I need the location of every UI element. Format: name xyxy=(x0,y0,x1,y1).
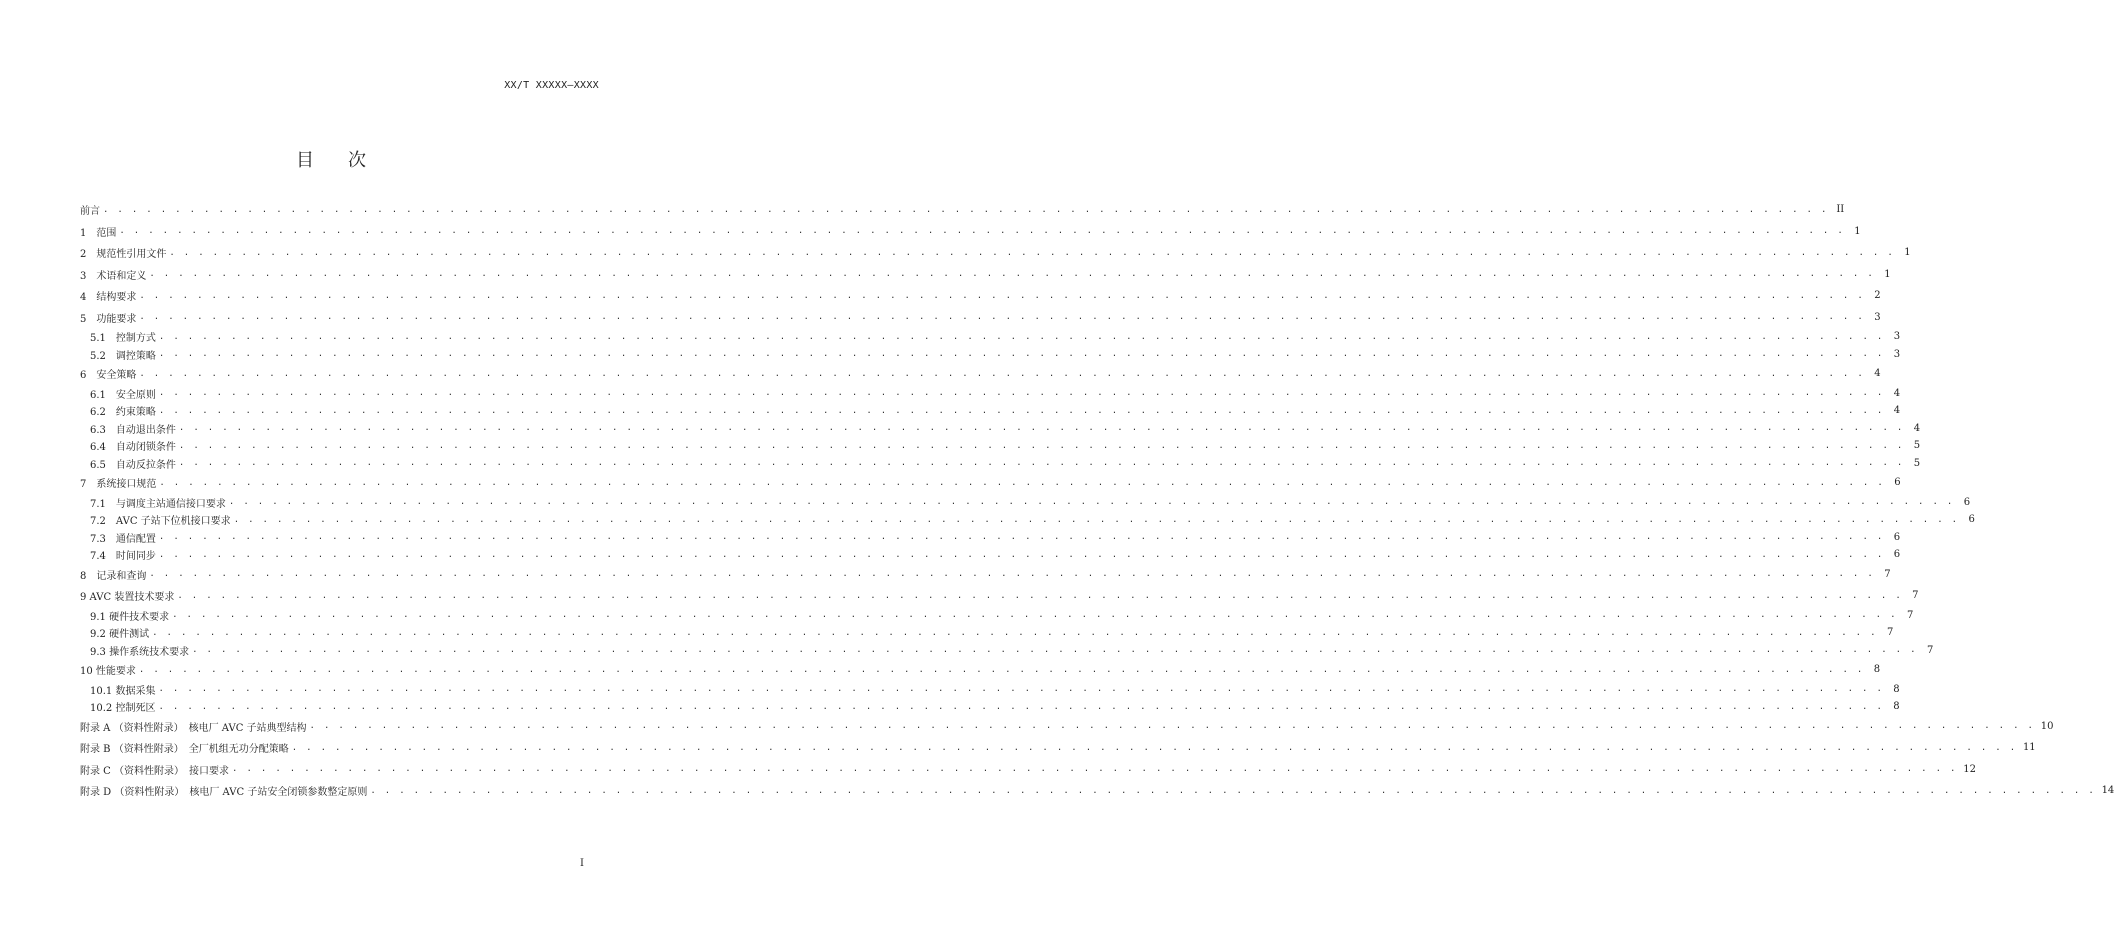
toc-entry-page: 6 xyxy=(1893,531,1901,543)
toc-entry[interactable] xyxy=(80,681,1900,699)
toc-entry-label: 5.2 调控策略 xyxy=(90,350,156,362)
toc-entry-page: 8 xyxy=(1893,683,1900,695)
toc-entry[interactable] xyxy=(80,607,1914,625)
toc-leader-dots: . . . . . . . . . . . . . . . . . . . . . . . . . . . . . . . . . . . . . . . . . . . . . . . . . . . . . . . . . . . . . . . . . . . . . . . . . . . . . . . . . . . . . . . . . . . . . . . . . . . . . . . . . . . . . . . . . . . . . . . . xyxy=(192,645,1918,656)
toc-entry-label: 6 安全策略 xyxy=(80,370,137,382)
toc-entry[interactable] xyxy=(80,199,1845,221)
toc-entry[interactable] xyxy=(80,698,1900,716)
toc-leader-dots: . . . . . . . . . . . . . . . . . . . . . . . . . . . . . . . . . . . . . . . . . . . . . . . . . . . . . . . . . . . . . . . . . . . . . . . . . . . . . . . . . . . . . . . . . . . . . . . . . . . . . . . . . . . . . . . . . . . . . . . . xyxy=(119,226,1845,237)
toc-entry[interactable] xyxy=(80,716,2054,738)
toc-entry-page: 1 xyxy=(1884,268,1891,280)
toc-entry-page: 5 xyxy=(1913,457,1921,469)
toc-entry[interactable] xyxy=(80,780,2114,802)
toc-entry-page: 11 xyxy=(2022,742,2036,754)
toc-entry[interactable] xyxy=(80,221,1861,243)
toc-leader-dots: . . . . . . . . . . . . . . . . . . . . . . . . . . . . . . . . . . . . . . . . . . . . . . . . . . . . . . . . . . . . . . . . . . . . . . . . . . . . . . . . . . . . . . . . . . . . . . . . . . . . . . . . . . . . . . . . . . . . . . . . xyxy=(232,764,1958,775)
toc-entry-label: 附录 D （资料性附录） 核电厂 AVC 子站安全闭锁参数整定原则 xyxy=(80,787,368,799)
toc-entry-label: 7.1 与调度主站通信接口要求 xyxy=(90,498,226,510)
toc-entry-page: 7 xyxy=(1926,644,1934,656)
toc-entry[interactable] xyxy=(80,437,1921,455)
toc-entry-page: 4 xyxy=(1893,387,1901,399)
toc-leader-dots: . . . . . . . . . . . . . . . . . . . . . . . . . . . . . . . . . . . . . . . . . . . . . . . . . . . . . . . . . . . . . . . . . . . . . . . . . . . . . . . . . . . . . . . . . . . . . . . . . . . . . . . . . . . . . . . . . . . . . . . . xyxy=(103,204,1829,215)
toc-entry[interactable] xyxy=(80,402,1901,420)
toc-entry-page: 4 xyxy=(1893,405,1901,417)
toc-leader-dots: . . . . . . . . . . . . . . . . . . . . . . . . . . . . . . . . . . . . . . . . . . . . . . . . . . . . . . . . . . . . . . . . . . . . . . . . . . . . . . . . . . . . . . . . . . . . . . . . . . . . . . . . . . . . . . . . . . . . . . . . xyxy=(139,290,1865,301)
toc-entry-label: 2 规范性引用文件 xyxy=(80,249,167,261)
toc-entry-label: 9.3 操作系统技术要求 xyxy=(90,646,190,658)
toc-entry[interactable] xyxy=(80,363,1881,385)
toc-entry-label: 10 性能要求 xyxy=(80,666,136,678)
toc-entry-label: 6.5 自动反拉条件 xyxy=(90,459,176,471)
toc-entry[interactable] xyxy=(80,242,1911,264)
toc-leader-dots: . . . . . . . . . . . . . . . . . . . . . . . . . . . . . . . . . . . . . . . . . . . . . . . . . . . . . . . . . . . . . . . . . . . . . . . . . . . . . . . . . . . . . . . . . . . . . . . . . . . . . . . . . . . . . . . . . . . . . . . . xyxy=(177,590,1903,601)
toc-leader-dots: . . . . . . . . . . . . . . . . . . . . . . . . . . . . . . . . . . . . . . . . . . . . . . . . . . . . . . . . . . . . . . . . . . . . . . . . . . . . . . . . . . . . . . . . . . . . . . . . . . . . . . . . . . . . . . . . . . . . . . . . xyxy=(158,349,1885,360)
toc-entry-label: 5.1 控制方式 xyxy=(90,333,156,345)
toc-leader-dots: . . . . . . . . . . . . . . . . . . . . . . . . . . . . . . . . . . . . . . . . . . . . . . . . . . . . . . . . . . . . . . . . . . . . . . . . . . . . . . . . . . . . . . . . . . . . . . . . . . . . . . . . . . . . . . . . . . . . . . . . xyxy=(158,388,1885,399)
toc-entry-label: 9.1 硬件技术要求 xyxy=(90,611,170,623)
toc-entry-label: 8 记录和查询 xyxy=(80,570,147,582)
toc-leader-dots: . . . . . . . . . . . . . . . . . . . . . . . . . . . . . . . . . . . . . . . . . . . . . . . . . . . . . . . . . . . . . . . . . . . . . . . . . . . . . . . . . . . . . . . . . . . . . . . . . . . . . . . . . . . . . . . . . . . . . . . . xyxy=(149,269,1875,280)
toc-leader-dots: . . . . . . . . . . . . . . . . . . . . . . . . . . . . . . . . . . . . . . . . . . . . . . . . . . . . . . . . . . . . . . . . . . . . . . . . . . . . . . . . . . . . . . . . . . . . . . . . . . . . . . . . . . . . . . . . . . . . . . . . xyxy=(158,331,1885,342)
toc-entry-label: 3 术语和定义 xyxy=(80,270,147,282)
toc-leader-dots: . . . . . . . . . . . . . . . . . . . . . . . . . . . . . . . . . . . . . . . . . . . . . . . . . . . . . . . . . . . . . . . . . . . . . . . . . . . . . . . . . . . . . . . . . . . . . . . . . . . . . . . . . . . . . . . . . . . . . . . . xyxy=(172,610,1898,621)
toc-entry[interactable] xyxy=(80,759,1976,781)
toc-entry-label: 前言 xyxy=(80,206,100,218)
toc-entry-page: 4 xyxy=(1913,422,1921,434)
toc-entry[interactable] xyxy=(80,642,1934,660)
toc-leader-dots: . . . . . . . . . . . . . . . . . . . . . . . . . . . . . . . . . . . . . . . . . . . . . . . . . . . . . . . . . . . . . . . . . . . . . . . . . . . . . . . . . . . . . . . . . . . . . . . . . . . . . . . . . . . . . . . . . . . . . . . . xyxy=(139,312,1865,323)
toc-entry-label: 1 范围 xyxy=(80,227,117,239)
toc-entry[interactable] xyxy=(80,285,1881,307)
toc-entry-page: 2 xyxy=(1874,290,1881,302)
toc-leader-dots: . . . . . . . . . . . . . . . . . . . . . . . . . . . . . . . . . . . . . . . . . . . . . . . . . . . . . . . . . . . . . . . . . . . . . . . . . . . . . . . . . . . . . . . . . . . . . . . . . . . . . . . . . . . . . . . . . . . . . . . . xyxy=(228,497,1955,508)
toc-entry[interactable] xyxy=(80,624,1894,642)
toc-entry-label: 4 结构要求 xyxy=(80,292,137,304)
title-part-1: 目 xyxy=(296,150,314,171)
toc-entry-label: 7.3 通信配置 xyxy=(90,533,156,545)
toc-entry-page: 3 xyxy=(1874,311,1881,323)
toc-entry-label: 10.1 数据采集 xyxy=(90,685,156,697)
toc-entry-page: 6 xyxy=(1968,514,1975,526)
toc-entry-page: 7 xyxy=(1884,568,1891,580)
toc-entry[interactable] xyxy=(80,585,1919,607)
toc-leader-dots: . . . . . . . . . . . . . . . . . . . . . . . . . . . . . . . . . . . . . . . . . . . . . . . . . . . . . . . . . . . . . . . . . . . . . . . . . . . . . . . . . . . . . . . . . . . . . . . . . . . . . . . . . . . . . . . . . . . . . . . . xyxy=(152,627,1878,638)
toc-entry-page: 4 xyxy=(1874,368,1881,380)
toc-entry[interactable] xyxy=(80,385,1901,403)
toc-entry[interactable] xyxy=(80,346,1901,364)
toc-entry-page: 5 xyxy=(1913,440,1921,452)
toc-entry-label: 6.4 自动闭锁条件 xyxy=(90,442,176,454)
toc-entry-label: 6.3 自动退出条件 xyxy=(90,424,176,436)
toc-leader-dots: . . . . . . . . . . . . . . . . . . . . . . . . . . . . . . . . . . . . . . . . . . . . . . . . . . . . . . . . . . . . . . . . . . . . . . . . . . . . . . . . . . . . . . . . . . . . . . . . . . . . . . . . . . . . . . . . . . . . . . . . xyxy=(158,532,1885,543)
toc-entry-page: II xyxy=(1836,204,1845,216)
toc-leader-dots: . . . . . . . . . . . . . . . . . . . . . . . . . . . . . . . . . . . . . . . . . . . . . . . . . . . . . . . . . . . . . . . . . . . . . . . . . . . . . . . . . . . . . . . . . . . . . . . . . . . . . . . . . . . . . . . . . . . . . . . . xyxy=(138,664,1865,675)
toc-entry-label: 附录 B （资料性附录） 全厂机组无功分配策略 xyxy=(80,744,289,756)
toc-leader-dots: . . . . . . . . . . . . . . . . . . . . . . . . . . . . . . . . . . . . . . . . . . . . . . . . . . . . . . . . . . . . . . . . . . . . . . . . . . . . . . . . . . . . . . . . . . . . . . . . . . . . . . . . . . . . . . . . . . . . . . . . xyxy=(158,701,1884,712)
toc-entry-label: 10.2 控制死区 xyxy=(90,703,156,715)
toc-entry-label: 7.2 AVC 子站下位机接口要求 xyxy=(90,516,231,528)
toc-leader-dots: . . . . . . . . . . . . . . . . . . . . . . . . . . . . . . . . . . . . . . . . . . . . . . . . . . . . . . . . . . . . . . . . . . . . . . . . . . . . . . . . . . . . . . . . . . . . . . . . . . . . . . . . . . . . . . . . . . . . . . . . xyxy=(291,742,2017,753)
toc-leader-dots: . . . . . . . . . . . . . . . . . . . . . . . . . . . . . . . . . . . . . . . . . . . . . . . . . . . . . . . . . . . . . . . . . . . . . . . . . . . . . . . . . . . . . . . . . . . . . . . . . . . . . . . . . . . . . . . . . . . . . . . . xyxy=(178,440,1905,451)
toc-entry-page: 1 xyxy=(1904,247,1911,259)
toc-leader-dots: . . . . . . . . . . . . . . . . . . . . . . . . . . . . . . . . . . . . . . . . . . . . . . . . . . . . . . . . . . . . . . . . . . . . . . . . . . . . . . . . . . . . . . . . . . . . . . . . . . . . . . . . . . . . . . . . . . . . . . . . xyxy=(309,721,2035,732)
toc-leader-dots: . . . . . . . . . . . . . . . . . . . . . . . . . . . . . . . . . . . . . . . . . . . . . . . . . . . . . . . . . . . . . . . . . . . . . . . . . . . . . . . . . . . . . . . . . . . . . . . . . . . . . . . . . . . . . . . . . . . . . . . . xyxy=(233,514,1959,525)
toc-entry[interactable] xyxy=(80,307,1881,329)
toc-entry-page: 8 xyxy=(1893,701,1900,713)
toc-entry-label: 7 系统接口规范 xyxy=(80,479,157,491)
toc-leader-dots: . . . . . . . . . . . . . . . . . . . . . . . . . . . . . . . . . . . . . . . . . . . . . . . . . . . . . . . . . . . . . . . . . . . . . . . . . . . . . . . . . . . . . . . . . . . . . . . . . . . . . . . . . . . . . . . . . . . . . . . . xyxy=(158,684,1884,695)
toc-entry[interactable] xyxy=(80,420,1921,438)
toc-leader-dots: . . . . . . . . . . . . . . . . . . . . . . . . . . . . . . . . . . . . . . . . . . . . . . . . . . . . . . . . . . . . . . . . . . . . . . . . . . . . . . . . . . . . . . . . . . . . . . . . . . . . . . . . . . . . . . . . . . . . . . . . xyxy=(158,405,1885,416)
toc-entry[interactable] xyxy=(80,529,1901,547)
toc-entry-page: 14 xyxy=(2101,785,2114,797)
toc-entry-label: 7.4 时间同步 xyxy=(90,551,156,563)
toc-entry-page: 3 xyxy=(1893,331,1901,343)
toc-entry-label: 9.2 硬件测试 xyxy=(90,629,150,641)
toc-entry-page: 12 xyxy=(1963,763,1976,775)
toc-entry[interactable] xyxy=(80,472,1901,494)
toc-entry-page: 7 xyxy=(1906,609,1914,621)
toc-entry-label: 6.1 安全原则 xyxy=(90,389,156,401)
toc-leader-dots: . . . . . . . . . . . . . . . . . . . . . . . . . . . . . . . . . . . . . . . . . . . . . . . . . . . . . . . . . . . . . . . . . . . . . . . . . . . . . . . . . . . . . . . . . . . . . . . . . . . . . . . . . . . . . . . . . . . . . . . . xyxy=(169,247,1895,258)
toc-entry-label: 9 AVC 装置技术要求 xyxy=(80,592,175,604)
toc-entry[interactable] xyxy=(80,659,1881,681)
toc-entry[interactable] xyxy=(80,328,1901,346)
toc-leader-dots: . . . . . . . . . . . . . . . . . . . . . . . . . . . . . . . . . . . . . . . . . . . . . . . . . . . . . . . . . . . . . . . . . . . . . . . . . . . . . . . . . . . . . . . . . . . . . . . . . . . . . . . . . . . . . . . . . . . . . . . . xyxy=(158,549,1885,560)
title-part-2: 次 xyxy=(348,150,366,171)
toc-entry-label: 附录 A （资料性附录） 核电厂 AVC 子站典型结构 xyxy=(80,722,307,734)
toc-entry-page: 6 xyxy=(1963,496,1971,508)
page-title xyxy=(0,146,662,172)
toc-leader-dots: . . . . . . . . . . . . . . . . . . . . . . . . . . . . . . . . . . . . . . . . . . . . . . . . . . . . . . . . . . . . . . . . . . . . . . . . . . . . . . . . . . . . . . . . . . . . . . . . . . . . . . . . . . . . . . . . . . . . . . . . xyxy=(178,458,1905,469)
toc-entry-label: 6.2 约束策略 xyxy=(90,407,156,419)
table-of-contents xyxy=(80,199,2114,802)
toc-entry[interactable] xyxy=(80,737,2036,759)
toc-entry-page: 7 xyxy=(1886,627,1894,639)
toc-entry[interactable] xyxy=(80,546,1901,564)
toc-leader-dots: . . . . . . . . . . . . . . . . . . . . . . . . . . . . . . . . . . . . . . . . . . . . . . . . . . . . . . . . . . . . . . . . . . . . . . . . . . . . . . . . . . . . . . . . . . . . . . . . . . . . . . . . . . . . . . . . . . . . . . . . xyxy=(370,785,2096,796)
toc-entry[interactable] xyxy=(80,511,1975,529)
toc-leader-dots: . . . . . . . . . . . . . . . . . . . . . . . . . . . . . . . . . . . . . . . . . . . . . . . . . . . . . . . . . . . . . . . . . . . . . . . . . . . . . . . . . . . . . . . . . . . . . . . . . . . . . . . . . . . . . . . . . . . . . . . . xyxy=(159,477,1885,488)
toc-entry[interactable] xyxy=(80,264,1891,286)
footer-page-number: I xyxy=(580,858,584,869)
toc-entry-page: 8 xyxy=(1873,664,1881,676)
toc-entry[interactable] xyxy=(80,494,1971,512)
toc-entry-page: 3 xyxy=(1893,348,1901,360)
toc-entry-page: 6 xyxy=(1893,549,1901,561)
toc-entry-label: 附录 C （资料性附录） 接口要求 xyxy=(80,765,230,777)
toc-entry-page: 10 xyxy=(2040,720,2054,732)
toc-entry[interactable] xyxy=(80,455,1921,473)
toc-leader-dots: . . . . . . . . . . . . . . . . . . . . . . . . . . . . . . . . . . . . . . . . . . . . . . . . . . . . . . . . . . . . . . . . . . . . . . . . . . . . . . . . . . . . . . . . . . . . . . . . . . . . . . . . . . . . . . . . . . . . . . . . xyxy=(139,368,1865,379)
toc-entry-page: 7 xyxy=(1912,590,1919,602)
toc-leader-dots: . . . . . . . . . . . . . . . . . . . . . . . . . . . . . . . . . . . . . . . . . . . . . . . . . . . . . . . . . . . . . . . . . . . . . . . . . . . . . . . . . . . . . . . . . . . . . . . . . . . . . . . . . . . . . . . . . . . . . . . . xyxy=(149,569,1875,580)
document-code: XX/T XXXXX—XXXX xyxy=(504,80,599,91)
toc-leader-dots: . . . . . . . . . . . . . . . . . . . . . . . . . . . . . . . . . . . . . . . . . . . . . . . . . . . . . . . . . . . . . . . . . . . . . . . . . . . . . . . . . . . . . . . . . . . . . . . . . . . . . . . . . . . . . . . . . . . . . . . . xyxy=(178,423,1905,434)
toc-entry-label: 5 功能要求 xyxy=(80,313,137,325)
toc-entry[interactable] xyxy=(80,564,1891,586)
toc-entry-page: 6 xyxy=(1894,477,1901,489)
toc-entry-page: 1 xyxy=(1854,225,1861,237)
